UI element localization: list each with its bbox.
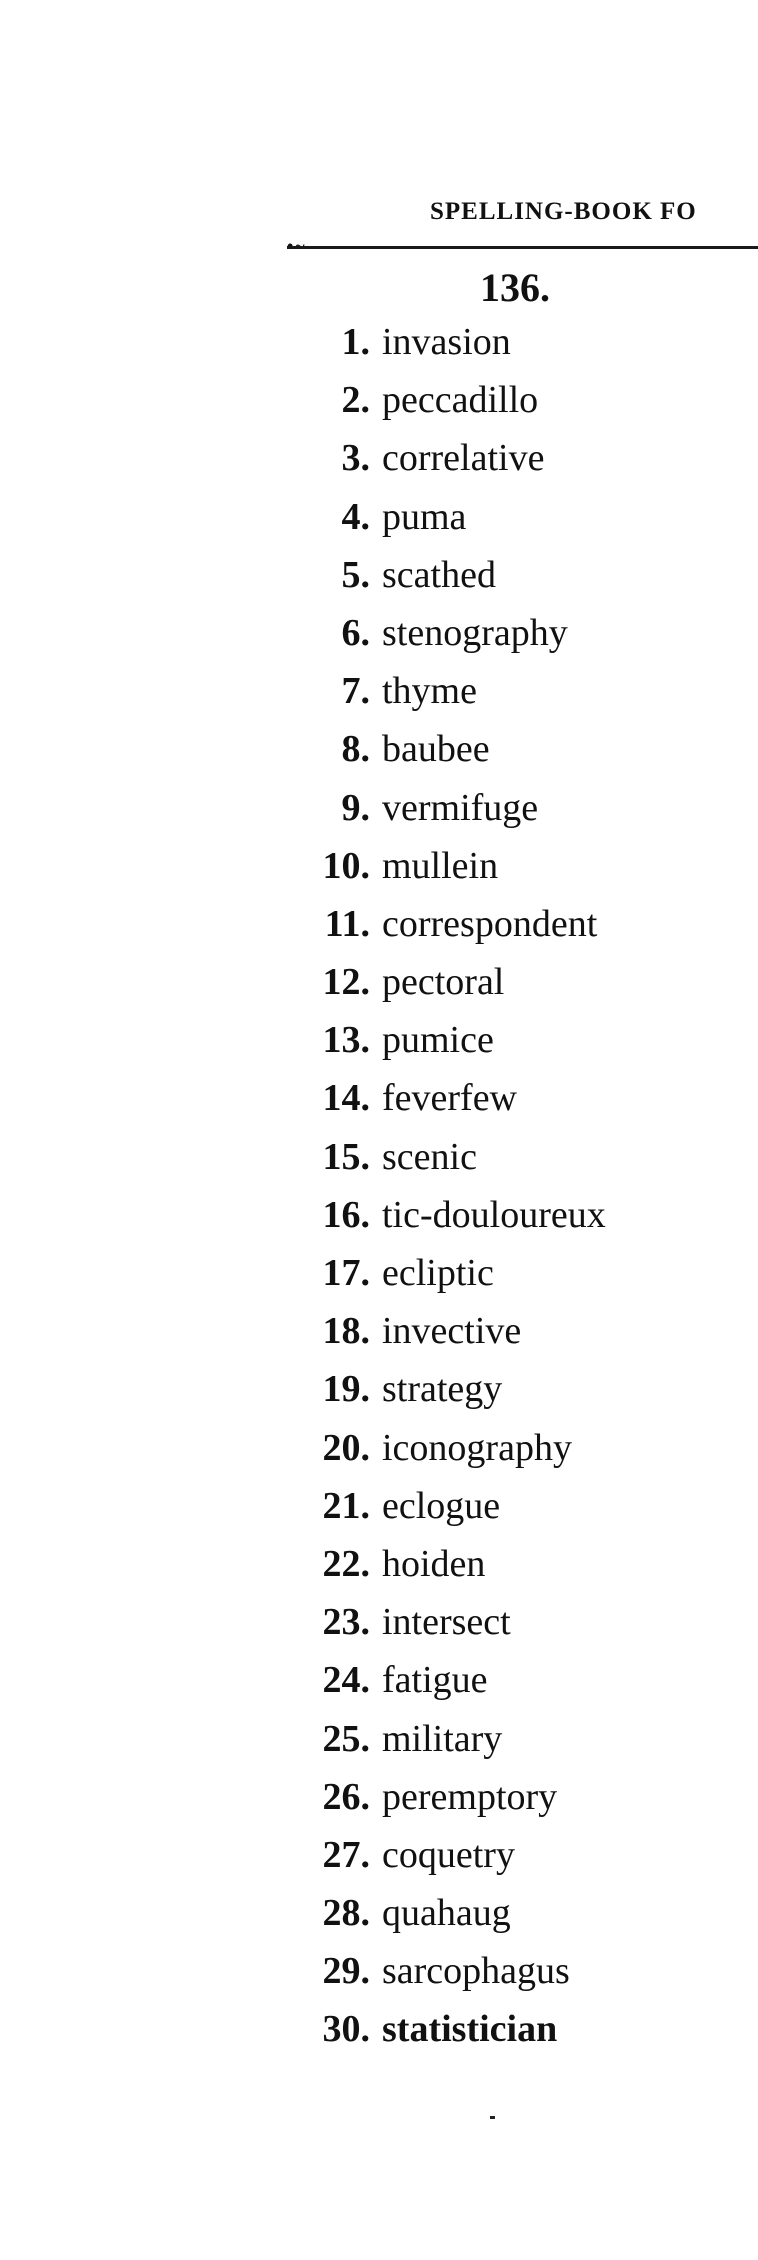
list-item (270, 320, 606, 378)
word-number: 3. (341, 437, 370, 480)
bottom-mark (490, 2116, 495, 2119)
spelling-word: hoiden (382, 1542, 486, 1585)
word-number: 5. (341, 553, 370, 596)
spelling-word: eclogue (382, 1484, 501, 1527)
list-item (270, 495, 606, 553)
list-item (270, 436, 606, 494)
word-number: 20. (322, 1426, 370, 1469)
word-number: 15. (322, 1135, 370, 1178)
list-item (270, 553, 606, 611)
list-item (270, 1076, 606, 1134)
list-item (270, 1717, 606, 1775)
list-item (270, 1891, 606, 1949)
list-item (270, 1775, 606, 1833)
list-item (270, 1367, 606, 1425)
spelling-word: invective (382, 1310, 522, 1353)
spelling-word: ecliptic (382, 1252, 494, 1294)
list-item (270, 1193, 606, 1251)
word-number: 11. (324, 902, 370, 945)
word-number: 16. (322, 1193, 370, 1236)
spelling-word: quahaug (382, 1892, 511, 1935)
word-number: 30. (322, 2008, 370, 2051)
list-item (270, 2007, 606, 2065)
list-item (270, 1309, 606, 1367)
spelling-word: vermifuge (382, 786, 539, 829)
spelling-word: scathed (382, 553, 496, 596)
word-number: 13. (322, 1019, 370, 1062)
list-item (270, 1949, 606, 2007)
word-number: 10. (322, 844, 370, 887)
word-number: 1. (341, 321, 370, 363)
word-number: 8. (341, 728, 370, 771)
list-item (270, 1251, 606, 1309)
spelling-word: puma (382, 495, 467, 538)
word-number: 21. (322, 1484, 370, 1527)
spelling-word: peccadillo (382, 379, 539, 422)
word-number: 24. (322, 1659, 370, 1702)
list-item (270, 1426, 606, 1484)
spelling-word: statistician (382, 2008, 558, 2051)
spelling-word: correspondent (382, 902, 598, 945)
list-item (270, 378, 606, 436)
word-number: 29. (322, 1950, 370, 1993)
spelling-word: scenic (382, 1135, 477, 1178)
spelling-word: pectoral (382, 961, 505, 1004)
spelling-word: invasion (382, 321, 511, 363)
word-number: 23. (322, 1601, 370, 1644)
spelling-word: correlative (382, 437, 545, 480)
spelling-word: mullein (382, 844, 499, 887)
list-item (270, 1658, 606, 1716)
word-number: 2. (341, 379, 370, 422)
spelling-word: sarcophagus (382, 1950, 570, 1993)
word-number: 18. (322, 1310, 370, 1353)
list-item (270, 611, 606, 669)
word-number: 17. (322, 1252, 370, 1294)
spelling-word: thyme (382, 670, 477, 713)
list-item (270, 1542, 606, 1600)
word-number: 12. (322, 961, 370, 1004)
word-number: 6. (341, 611, 370, 654)
spelling-word: intersect (382, 1601, 511, 1644)
spelling-word: feverfew (382, 1077, 518, 1120)
list-item (270, 1833, 606, 1891)
word-number: 19. (322, 1368, 370, 1411)
word-number: 26. (322, 1775, 370, 1818)
list-item (270, 902, 606, 960)
spelling-word: coquetry (382, 1833, 515, 1876)
list-item (270, 960, 606, 1018)
spelling-word: baubee (382, 728, 490, 771)
spelling-word: stenography (382, 611, 568, 654)
word-number: 9. (341, 786, 370, 829)
list-item (270, 786, 606, 844)
list-item (270, 1135, 606, 1193)
lesson-number: 136. (480, 265, 550, 310)
spelling-word: tic-douloureux (382, 1193, 606, 1236)
rule-marks: •~- (287, 236, 315, 256)
spelling-word: iconography (382, 1426, 572, 1469)
spelling-word: peremptory (382, 1775, 558, 1818)
list-item (270, 669, 606, 727)
list-item (270, 1018, 606, 1076)
spelling-word: fatigue (382, 1659, 488, 1702)
list-item (270, 1484, 606, 1542)
list-item (270, 1600, 606, 1658)
header-rule (287, 246, 758, 249)
word-number: 28. (322, 1892, 370, 1935)
list-item (270, 844, 606, 902)
spelling-word: military (382, 1717, 503, 1760)
spelling-word: pumice (382, 1019, 494, 1062)
word-number: 7. (341, 670, 370, 713)
word-number: 14. (322, 1077, 370, 1120)
word-number: 4. (341, 495, 370, 538)
running-head: SPELLING-BOOK FO (430, 198, 697, 225)
list-item (270, 727, 606, 785)
spelling-word: strategy (382, 1368, 503, 1411)
word-number: 27. (322, 1833, 370, 1876)
word-number: 25. (322, 1717, 370, 1760)
spelling-word-list (270, 320, 606, 2066)
word-number: 22. (322, 1542, 370, 1585)
